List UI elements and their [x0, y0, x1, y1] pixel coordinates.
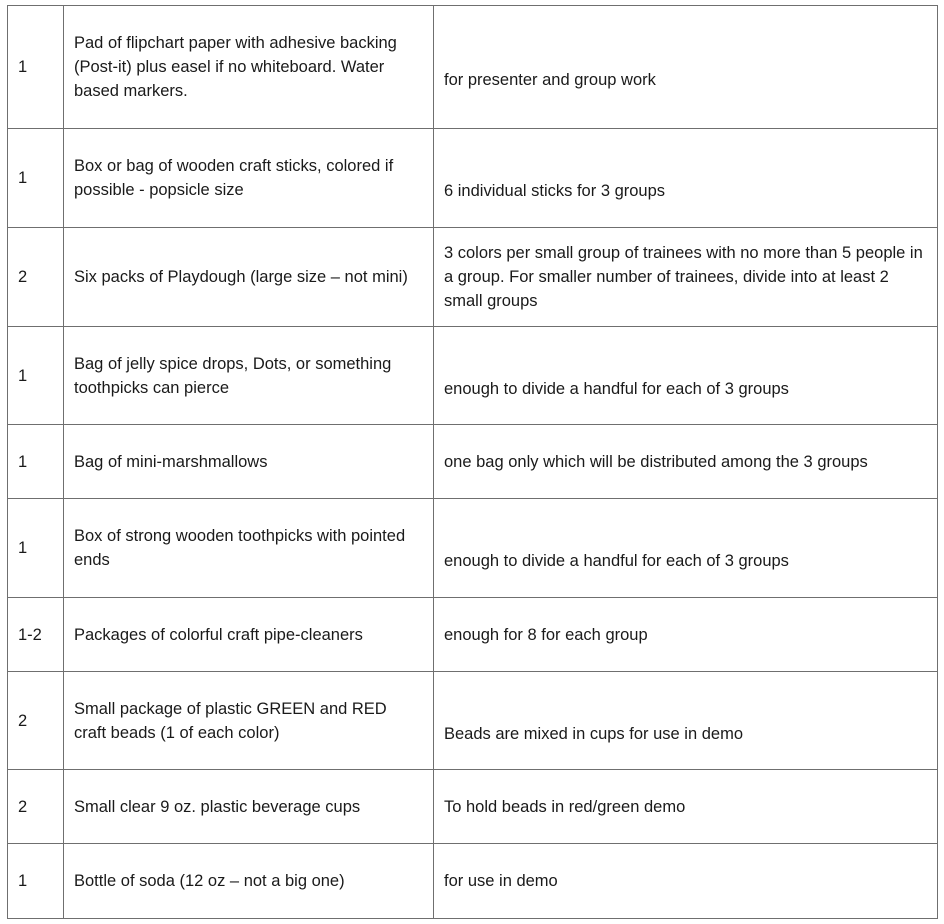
table-row [8, 672, 938, 770]
quantity-cell: 1 [8, 6, 64, 129]
note-cell: for use in demo [434, 844, 938, 919]
note-cell: enough to divide a handful for each of 3 groups [434, 327, 938, 425]
note-cell: 6 individual sticks for 3 groups [434, 129, 938, 228]
quantity-cell: 2 [8, 672, 64, 770]
item-cell: Box or bag of wooden craft sticks, colored if possible - popsicle size [64, 129, 434, 228]
table-row [8, 6, 938, 129]
item-cell: Packages of colorful craft pipe-cleaners [64, 598, 434, 672]
item-cell: Box of strong wooden toothpicks with pointed ends [64, 499, 434, 598]
item-cell: Bag of jelly spice drops, Dots, or something toothpicks can pierce [64, 327, 434, 425]
quantity-cell: 1 [8, 129, 64, 228]
note-cell: To hold beads in red/green demo [434, 770, 938, 844]
table-row [8, 327, 938, 425]
note-cell: Beads are mixed in cups for use in demo [434, 672, 938, 770]
note-cell: one bag only which will be distributed among the 3 groups [434, 425, 938, 499]
item-cell: Pad of flipchart paper with adhesive backing (Post-it) plus easel if no whiteboard. Water based markers. [64, 6, 434, 129]
table-row [8, 598, 938, 672]
table-row [8, 770, 938, 844]
item-cell: Six packs of Playdough (large size – not mini) [64, 228, 434, 327]
quantity-cell: 2 [8, 770, 64, 844]
item-cell: Bottle of soda (12 oz – not a big one) [64, 844, 434, 919]
table-row [8, 844, 938, 919]
quantity-cell: 1 [8, 327, 64, 425]
item-cell: Small clear 9 oz. plastic beverage cups [64, 770, 434, 844]
note-cell: for presenter and group work [434, 6, 938, 129]
item-cell: Bag of mini-marshmallows [64, 425, 434, 499]
quantity-cell: 1 [8, 844, 64, 919]
note-cell: 3 colors per small group of trainees with no more than 5 people in a group. For smaller number of trainees, divide into at least 2 small groups [434, 228, 938, 327]
table-row [8, 228, 938, 327]
note-cell: enough to divide a handful for each of 3 groups [434, 499, 938, 598]
table-row [8, 425, 938, 499]
table-row [8, 129, 938, 228]
table-row [8, 499, 938, 598]
item-cell: Small package of plastic GREEN and RED craft beads (1 of each color) [64, 672, 434, 770]
quantity-cell: 1 [8, 425, 64, 499]
quantity-cell: 2 [8, 228, 64, 327]
quantity-cell: 1 [8, 499, 64, 598]
quantity-cell: 1-2 [8, 598, 64, 672]
materials-table [7, 5, 938, 919]
note-cell: enough for 8 for each group [434, 598, 938, 672]
